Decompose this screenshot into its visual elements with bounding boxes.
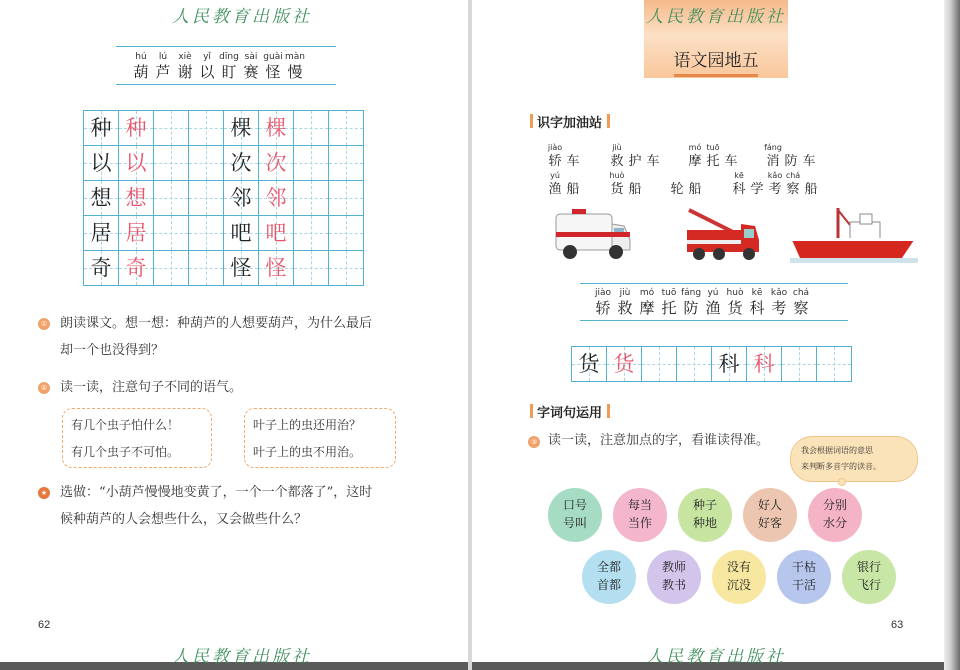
grid-cell (328, 215, 364, 251)
grid-cell: 奇 (118, 250, 154, 286)
pinyin: jiào (594, 288, 612, 298)
vehicle-word (764, 142, 818, 171)
pinyin (638, 142, 668, 153)
pinyin: chá (792, 288, 810, 298)
hanzi: 救 (610, 154, 624, 169)
grid-cell: 以 (83, 145, 119, 181)
pinyin: kǎo (767, 171, 783, 180)
grid-cell: 邻 (258, 180, 294, 216)
grid-cell (153, 145, 189, 181)
grid-cell: 吧 (223, 215, 259, 251)
grid-cell (816, 346, 852, 382)
new-chars-bottom-line (580, 320, 848, 321)
pinyin: guài (263, 52, 283, 62)
pinyin: fáng (764, 143, 782, 152)
publisher-logo-bottom: 人民教育出版社 (172, 647, 312, 667)
hanzi: 渔 (548, 182, 562, 197)
new-chars-top-line (580, 283, 848, 284)
word-a: 每当 (627, 498, 652, 512)
pinyin (794, 142, 824, 153)
divider-top (116, 46, 336, 47)
sentence-box-1-line-2: 有几个虫子不可怕。 (71, 445, 180, 459)
word-b: 飞行 (856, 578, 881, 592)
vehicle-word (686, 142, 740, 171)
pinyin: kǎo (770, 288, 788, 298)
question-3-icon: ★ (38, 487, 50, 499)
word-b: 水分 (822, 516, 847, 530)
pinyin-char (644, 142, 662, 171)
polyphone-circle (808, 488, 862, 542)
grid-cell (328, 180, 364, 216)
vehicle-word (608, 170, 644, 199)
polyphone-circle (777, 550, 831, 604)
word-b: 教书 (661, 578, 686, 592)
vehicle-word (668, 170, 704, 199)
thinking-dot-1 (838, 478, 846, 486)
hanzi: 慢 (287, 63, 303, 81)
grid-cell (153, 110, 189, 146)
hanzi: 摩 (688, 154, 702, 169)
grid-cell (781, 346, 817, 382)
pinyin: mó (639, 288, 655, 298)
vehicle-word (546, 142, 582, 171)
polyphone-circle (678, 488, 732, 542)
grid-cell (188, 145, 224, 181)
new-characters-list (592, 288, 812, 317)
hanzi: 防 (683, 299, 699, 317)
unit-title: 语文园地五 (673, 51, 759, 71)
hanzi: 怪 (265, 63, 281, 81)
question-2-icon: ② (38, 382, 50, 394)
pinyin-word-list (130, 52, 306, 81)
hanzi: 消 (766, 154, 780, 169)
grid-cell (188, 215, 224, 251)
hanzi: 防 (784, 154, 798, 169)
pinyin: kē (734, 171, 744, 180)
pinyin: huò (726, 288, 744, 298)
grid-cell (293, 180, 329, 216)
grid-cell: 怪 (258, 250, 294, 286)
pinyin-char (284, 52, 306, 81)
grid-cell (293, 110, 329, 146)
hanzi: 船 (628, 182, 642, 197)
pinyin: jiào (547, 143, 563, 152)
grid-cell: 次 (223, 145, 259, 181)
right-question-1: 读一读，注意加点的字，看谁读得准。 (548, 433, 770, 448)
question-1 (60, 310, 430, 364)
vehicle-word (608, 142, 662, 171)
pinyin-char (686, 170, 704, 199)
hanzi: 科 (749, 299, 765, 317)
word-b: 首都 (596, 578, 621, 592)
grid-cell: 货 (571, 346, 607, 382)
word-b: 好客 (757, 516, 782, 530)
pinyin: hú (135, 52, 147, 62)
grid-cell: 奇 (83, 250, 119, 286)
pinyin: tuō (661, 288, 677, 298)
word-a: 口号 (562, 498, 587, 512)
thinking-bubble-line-1: 我会根据词语的意思 (801, 446, 873, 455)
pinyin: yǐ (203, 52, 211, 62)
pinyin: chá (785, 171, 801, 180)
pinyin: mó (688, 143, 702, 152)
grid-cell: 种 (118, 110, 154, 146)
hanzi: 轿 (595, 299, 611, 317)
polyphone-circle (613, 488, 667, 542)
pinyin: lú (158, 52, 168, 62)
hanzi: 船 (804, 182, 818, 197)
sentence-box-2-line-1: 叶子上的虫还用治？ (253, 418, 362, 432)
grid-cell: 科 (746, 346, 782, 382)
word-b: 种地 (692, 516, 717, 530)
hanzi: 轮 (670, 182, 684, 197)
grid-cell (641, 346, 677, 382)
grid-cell (676, 346, 712, 382)
polyphone-circle (582, 550, 636, 604)
hanzi: 车 (724, 154, 738, 169)
grid-cell: 棵 (258, 110, 294, 146)
pinyin: huò (609, 171, 625, 180)
hanzi: 车 (566, 154, 580, 169)
grid-cell: 居 (118, 215, 154, 251)
hanzi: 考 (771, 299, 787, 317)
hanzi: 葫 (133, 63, 149, 81)
word-b: 干活 (791, 578, 816, 592)
hanzi: 托 (661, 299, 677, 317)
section-literacy-title: 识字加油站 (537, 112, 602, 131)
hanzi: 护 (628, 154, 642, 169)
grid-cell (188, 250, 224, 286)
pinyin (716, 142, 746, 153)
pinyin: dīng (219, 52, 239, 62)
pinyin: sài (244, 52, 258, 62)
writing-grid (84, 111, 364, 286)
hanzi: 货 (727, 299, 743, 317)
grid-cell: 棵 (223, 110, 259, 146)
fire-truck-image (683, 204, 763, 266)
question-1-icon: ① (38, 318, 50, 330)
hanzi: 船 (566, 182, 580, 197)
grid-cell (153, 180, 189, 216)
word-a: 银行 (856, 560, 881, 574)
thinking-bubble-line-2: 来判断多音字的读音。 (801, 462, 881, 471)
grid-cell (188, 180, 224, 216)
pinyin-char (626, 170, 644, 199)
vehicle-word (730, 170, 820, 199)
vehicle-word (546, 170, 582, 199)
sentence-box-1-line-1: 有几个虫子怕什么！ (71, 418, 180, 432)
hanzi: 货 (610, 182, 624, 197)
polyphone-circle (842, 550, 896, 604)
hanzi: 考 (768, 182, 782, 197)
grid-cell (153, 250, 189, 286)
hanzi: 芦 (155, 63, 171, 81)
hanzi: 救 (617, 299, 633, 317)
pinyin-char (800, 142, 818, 171)
sentence-box-1 (62, 408, 212, 468)
question-2: 读一读，注意句子不同的语气。 (60, 380, 243, 395)
hanzi: 摩 (639, 299, 655, 317)
polyphone-circle (743, 488, 797, 542)
grid-cell (293, 215, 329, 251)
grid-cell: 货 (606, 346, 642, 382)
pinyin: yú (707, 288, 719, 298)
hanzi: 学 (750, 182, 764, 197)
hanzi: 察 (786, 182, 800, 197)
hanzi: 轿 (548, 154, 562, 169)
grid-cell: 想 (118, 180, 154, 216)
research-ship-image (790, 206, 918, 264)
hanzi: 察 (793, 299, 809, 317)
pinyin-char (564, 142, 582, 171)
hanzi: 科 (732, 182, 746, 197)
pinyin: màn (285, 52, 305, 62)
word-b: 当作 (627, 516, 652, 530)
question-3-line-2: 候种葫芦的人会想些什么，又会做些什么？ (60, 512, 308, 527)
section-usage-title: 字词句运用 (537, 402, 602, 421)
grid-cell: 以 (118, 145, 154, 181)
publisher-logo: 人民教育出版社 (172, 7, 312, 27)
grid-cell: 想 (83, 180, 119, 216)
grid-cell (328, 110, 364, 146)
hanzi: 车 (802, 154, 816, 169)
pinyin-char (564, 170, 582, 199)
word-a: 好人 (757, 498, 782, 512)
pinyin: kē (751, 288, 763, 298)
grid-cell (188, 110, 224, 146)
pinyin: jiù (619, 288, 631, 298)
hanzi: 盯 (221, 63, 237, 81)
grid-cell: 吧 (258, 215, 294, 251)
pinyin-char (722, 142, 740, 171)
word-a: 教师 (661, 560, 686, 574)
page-edge (944, 0, 960, 670)
word-b: 号叫 (562, 516, 587, 530)
grid-cell: 邻 (223, 180, 259, 216)
hanzi: 谢 (177, 63, 193, 81)
grid-cell: 怪 (223, 250, 259, 286)
divider-bottom (116, 84, 336, 85)
left-page (0, 0, 468, 667)
hanzi: 渔 (705, 299, 721, 317)
question-1-line-1: 朗读课文。想一想：种葫芦的人想要葫芦，为什么最后 (60, 316, 373, 331)
right-question-1-icon: ③ (528, 436, 540, 448)
question-1-line-2: 却一个也没得到？ (60, 343, 165, 358)
polyphone-circle (647, 550, 701, 604)
pinyin (558, 142, 588, 153)
hanzi: 托 (706, 154, 720, 169)
pinyin (796, 170, 826, 181)
hanzi: 以 (199, 63, 215, 81)
sentence-box-2 (244, 408, 396, 468)
question-3 (60, 479, 430, 533)
grid-cell: 居 (83, 215, 119, 251)
right-writing-grid (572, 347, 852, 382)
grid-cell: 种 (83, 110, 119, 146)
grid-cell (293, 250, 329, 286)
word-a: 没有 (726, 560, 751, 574)
grid-cell: 次 (258, 145, 294, 181)
grid-cell (293, 145, 329, 181)
pinyin: xiè (178, 52, 192, 62)
right-page-number: 63 (891, 619, 904, 631)
page-number: 62 (38, 619, 51, 631)
word-a: 分别 (822, 498, 847, 512)
sentence-box-2-line-2: 叶子上的虫不用治。 (253, 445, 362, 459)
hanzi: 赛 (243, 63, 259, 81)
pinyin (558, 170, 588, 181)
hanzi: 船 (688, 182, 702, 197)
grid-cell (328, 250, 364, 286)
grid-cell: 科 (711, 346, 747, 382)
polyphone-circle (548, 488, 602, 542)
question-3-line-1: 选做：“小葫芦慢慢地变黄了，一个一个都落了”，这时 (60, 485, 373, 500)
pinyin: jiù (612, 143, 622, 152)
pinyin (620, 170, 650, 181)
word-a: 全都 (596, 560, 621, 574)
word-a: 种子 (692, 498, 717, 512)
pinyin (680, 170, 710, 181)
unit-title-underline (674, 74, 758, 77)
pinyin-char (790, 288, 812, 317)
pinyin: fáng (680, 288, 702, 298)
word-a: 干枯 (791, 560, 816, 574)
pinyin: yú (550, 171, 560, 180)
pinyin: tuō (706, 143, 720, 152)
grid-cell (328, 145, 364, 181)
publisher-logo-right: 人民教育出版社 (646, 7, 786, 27)
polyphone-circle (712, 550, 766, 604)
grid-cell (153, 215, 189, 251)
pinyin-char (802, 170, 820, 199)
ambulance-image (552, 206, 634, 264)
hanzi: 车 (646, 154, 660, 169)
thinking-bubble (790, 436, 918, 482)
publisher-logo-right-bottom: 人民教育出版社 (646, 647, 786, 667)
word-b: 沉没 (726, 578, 751, 592)
